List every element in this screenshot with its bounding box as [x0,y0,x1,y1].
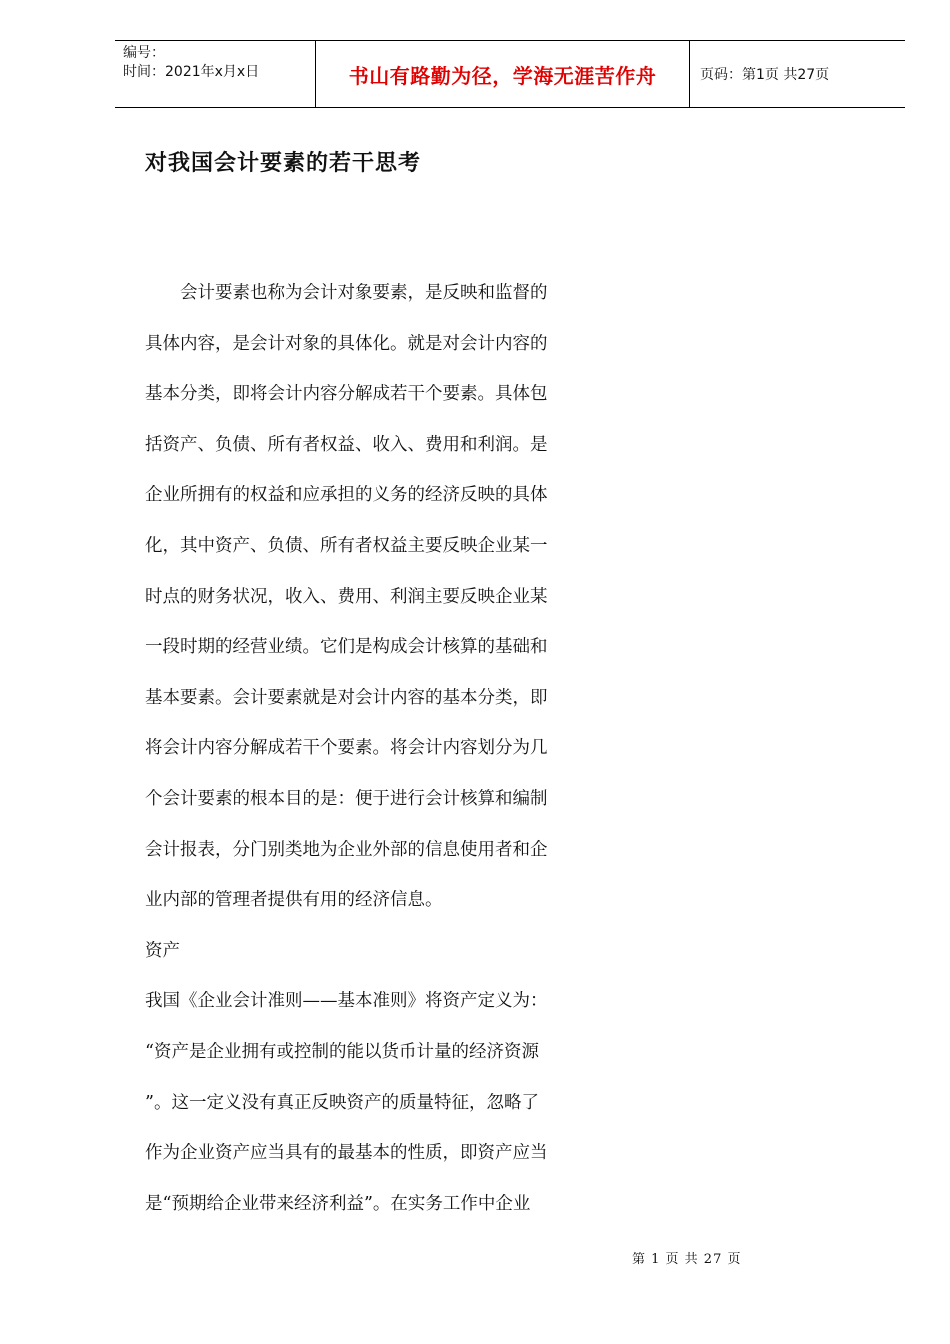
page-footer: 第 1 页 共 27 页 [632,1252,742,1267]
header-meta-cell [115,41,316,107]
body-line: 是“预期给企业带来经济利益”。在实务工作中企业 [145,1193,531,1214]
header-motto-cell [316,41,690,107]
header-motto: 书山有路勤为径，学海无涯苦作舟 [348,63,657,88]
body-line: 企业所拥有的权益和应承担的义务的经济反映的具体 [145,485,548,506]
body-line: 我国《企业会计准则——基本准则》将资产定义为： [145,991,548,1012]
body-line: 时点的财务状况，收入、费用、利润主要反映企业某 [145,586,548,607]
document-header [115,40,905,108]
body-line: 会计要素也称为会计对象要素，是反映和监督的 [145,283,548,303]
body-line: 括资产、负债、所有者权益、收入、费用和利润。是 [145,434,548,455]
body-line: 个会计要素的根本目的是：便于进行会计核算和编制 [145,788,548,809]
section-heading-assets: 资产 [145,940,180,961]
header-page-info: 页码：第1页 共27页 [700,67,830,83]
serial-number-label: 编号： [123,45,165,61]
body-line: 基本分类，即将会计内容分解成若干个要素。具体包 [145,384,548,405]
body-line: 化，其中资产、负债、所有者权益主要反映企业某一 [145,535,548,556]
header-page-cell [690,41,905,107]
date-label: 时间：2021年x月x日 [123,64,260,80]
body-line: 会计报表，分门别类地为企业外部的信息使用者和企 [145,839,548,860]
body-line: ”。这一定义没有真正反映资产的质量特征，忽略了 [145,1092,539,1113]
body-line: 业内部的管理者提供有用的经济信息。 [145,890,443,911]
body-line: 一段时期的经营业绩。它们是构成会计核算的基础和 [145,637,548,658]
body-line: 具体内容，是会计对象的具体化。就是对会计内容的 [145,333,548,354]
document-title: 对我国会计要素的若干思考 [145,151,422,176]
body-line: 将会计内容分解成若干个要素。将会计内容划分为几 [145,738,548,759]
body-line: 作为企业资产应当具有的最基本的性质，即资产应当 [145,1143,548,1164]
body-line: 基本要素。会计要素就是对会计内容的基本分类，即 [145,687,548,708]
body-line: “资产是企业拥有或控制的能以货币计量的经济资源 [145,1041,539,1062]
document-body [145,268,590,1229]
